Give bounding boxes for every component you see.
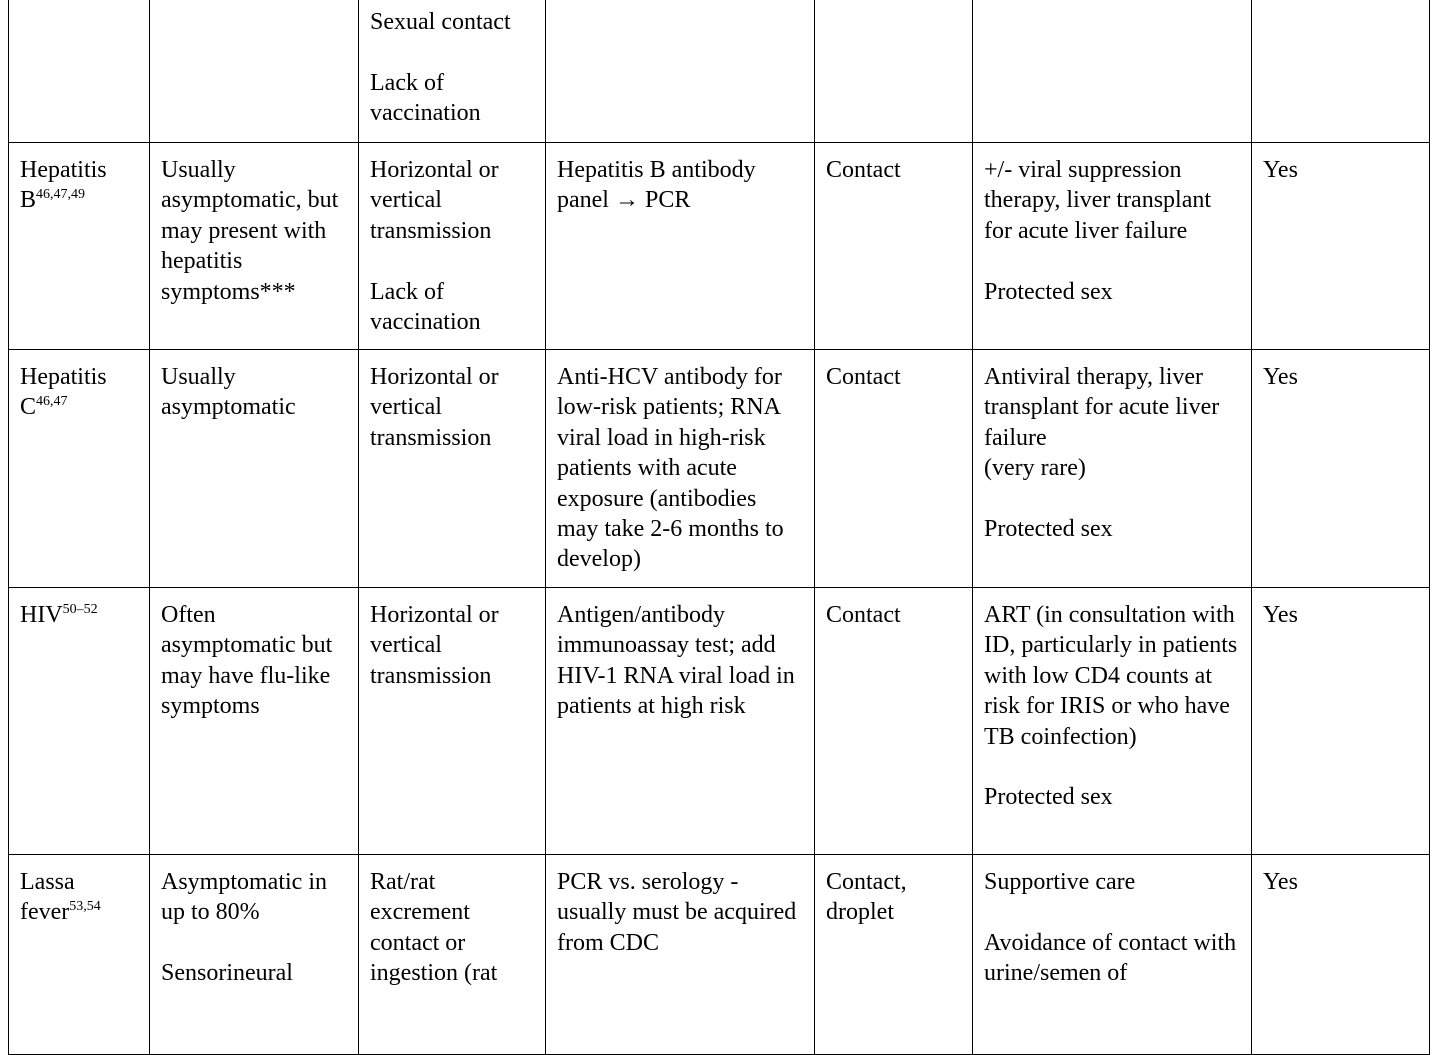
cell-risk-factors — [359, 350, 546, 588]
table-body — [9, 0, 1430, 1055]
cell-reportable — [1252, 855, 1430, 1055]
cell-presentation — [150, 350, 359, 588]
cell-diagnosis — [546, 143, 815, 350]
diagnosis-text: PCR vs. serology - usually must be acquired from CDC — [557, 869, 797, 956]
cell-risk-factors — [359, 143, 546, 350]
table-row — [9, 143, 1430, 350]
presentation-text: Asymptomatic in up to 80% — [161, 869, 327, 926]
cell-presentation — [150, 143, 359, 350]
cell-reportable — [1252, 588, 1430, 855]
presentation-text: Usually asymptomatic — [161, 364, 296, 421]
cell-presentation — [150, 588, 359, 855]
presentation-text: Often asymptomatic but may have flu-like symptoms — [161, 602, 333, 720]
cell-treatment — [973, 588, 1252, 855]
treatment-text: Protected sex — [984, 784, 1113, 811]
disease-reference-numbers: 50–52 — [62, 602, 98, 617]
treatment-text: +/- viral suppression therapy, liver transplant for acute liver failure — [984, 157, 1212, 244]
cell-disease — [9, 855, 150, 1055]
risk-factor-text: Horizontal or vertical transmission — [370, 364, 499, 451]
disease-name: HIV — [20, 602, 63, 628]
table-row — [9, 855, 1430, 1055]
treatment-text: ART (in consultation with ID, particularly in patients with low CD4 counts at risk for IRIS or who have TB coinfection) — [984, 602, 1238, 750]
cell-risk-factors — [359, 855, 546, 1055]
cell-treatment — [973, 143, 1252, 350]
presentation-text: Sensorineural — [161, 960, 293, 987]
diagnosis-text: Anti-HCV antibody for low-risk patients; RNA viral load in high-risk patients with acute exposure (antibodies may take 2-6 months to develop) — [557, 364, 784, 573]
disease-name: Hepatitis B — [20, 157, 107, 214]
treatment-text: Protected sex — [984, 278, 1113, 305]
reportable-text: Yes — [1263, 157, 1298, 183]
cell-presentation — [150, 0, 359, 143]
disease-table — [8, 0, 1430, 1055]
treatment-text: Antiviral therapy, liver transplant for acute liver failure (very rare) — [984, 364, 1220, 482]
precautions-text: Contact, droplet — [826, 869, 907, 926]
cell-risk-factors — [359, 0, 546, 143]
disease-reference-numbers: 46,47 — [36, 394, 68, 410]
cell-precautions — [815, 588, 973, 855]
disease-reference-numbers: 53,54 — [69, 899, 101, 915]
disease-reference-numbers: 46,47,49 — [36, 187, 86, 203]
cell-presentation — [150, 855, 359, 1055]
cell-reportable — [1252, 0, 1430, 143]
cell-treatment — [973, 350, 1252, 588]
presentation-text: Usually asymptomatic, but may present with hepatitis symptoms*** — [161, 157, 339, 305]
table-row — [9, 0, 1430, 143]
cell-reportable — [1252, 143, 1430, 350]
cell-diagnosis — [546, 0, 815, 143]
disease-name: Hepatitis C — [20, 364, 107, 421]
risk-factor-text: Rat/rat excrement contact or ingestion (rat — [370, 869, 498, 987]
treatment-text: Protected sex — [984, 516, 1113, 543]
risk-factor-text: Lack of vaccination — [370, 278, 481, 336]
cell-precautions — [815, 143, 973, 350]
reportable-text: Yes — [1263, 364, 1298, 390]
cell-disease — [9, 588, 150, 855]
cell-diagnosis — [546, 855, 815, 1055]
table-row — [9, 588, 1430, 855]
precautions-text: Contact — [826, 602, 901, 628]
cell-disease — [9, 0, 150, 143]
cell-diagnosis — [546, 350, 815, 588]
precautions-text: Contact — [826, 364, 901, 390]
cell-disease — [9, 143, 150, 350]
risk-factor-text: Horizontal or vertical transmission — [370, 157, 499, 244]
cell-treatment — [973, 0, 1252, 143]
precautions-text: Contact — [826, 157, 901, 183]
disease-name: Lassa fever — [20, 869, 75, 926]
reportable-text: Yes — [1263, 602, 1298, 628]
cell-precautions — [815, 350, 973, 588]
treatment-text: Supportive care — [984, 869, 1136, 895]
diagnosis-text: Antigen/antibody immunoassay test; add HIV-1 RNA viral load in patients at high risk — [557, 602, 795, 720]
cell-reportable — [1252, 350, 1430, 588]
diagnosis-text: Hepatitis B antibody panel → PCR — [557, 157, 756, 214]
cell-disease — [9, 350, 150, 588]
table-row — [9, 350, 1430, 588]
cell-precautions — [815, 855, 973, 1055]
treatment-text: Avoidance of contact with urine/semen of — [984, 929, 1237, 987]
cell-precautions — [815, 0, 973, 143]
cell-risk-factors — [359, 588, 546, 855]
risk-factor-text: Lack of vaccination — [370, 69, 481, 127]
reportable-text: Yes — [1263, 869, 1298, 895]
cell-diagnosis — [546, 588, 815, 855]
cell-treatment — [973, 855, 1252, 1055]
risk-factor-text: Horizontal or vertical transmission — [370, 602, 499, 689]
risk-factor-text: Sexual contact — [370, 9, 511, 35]
